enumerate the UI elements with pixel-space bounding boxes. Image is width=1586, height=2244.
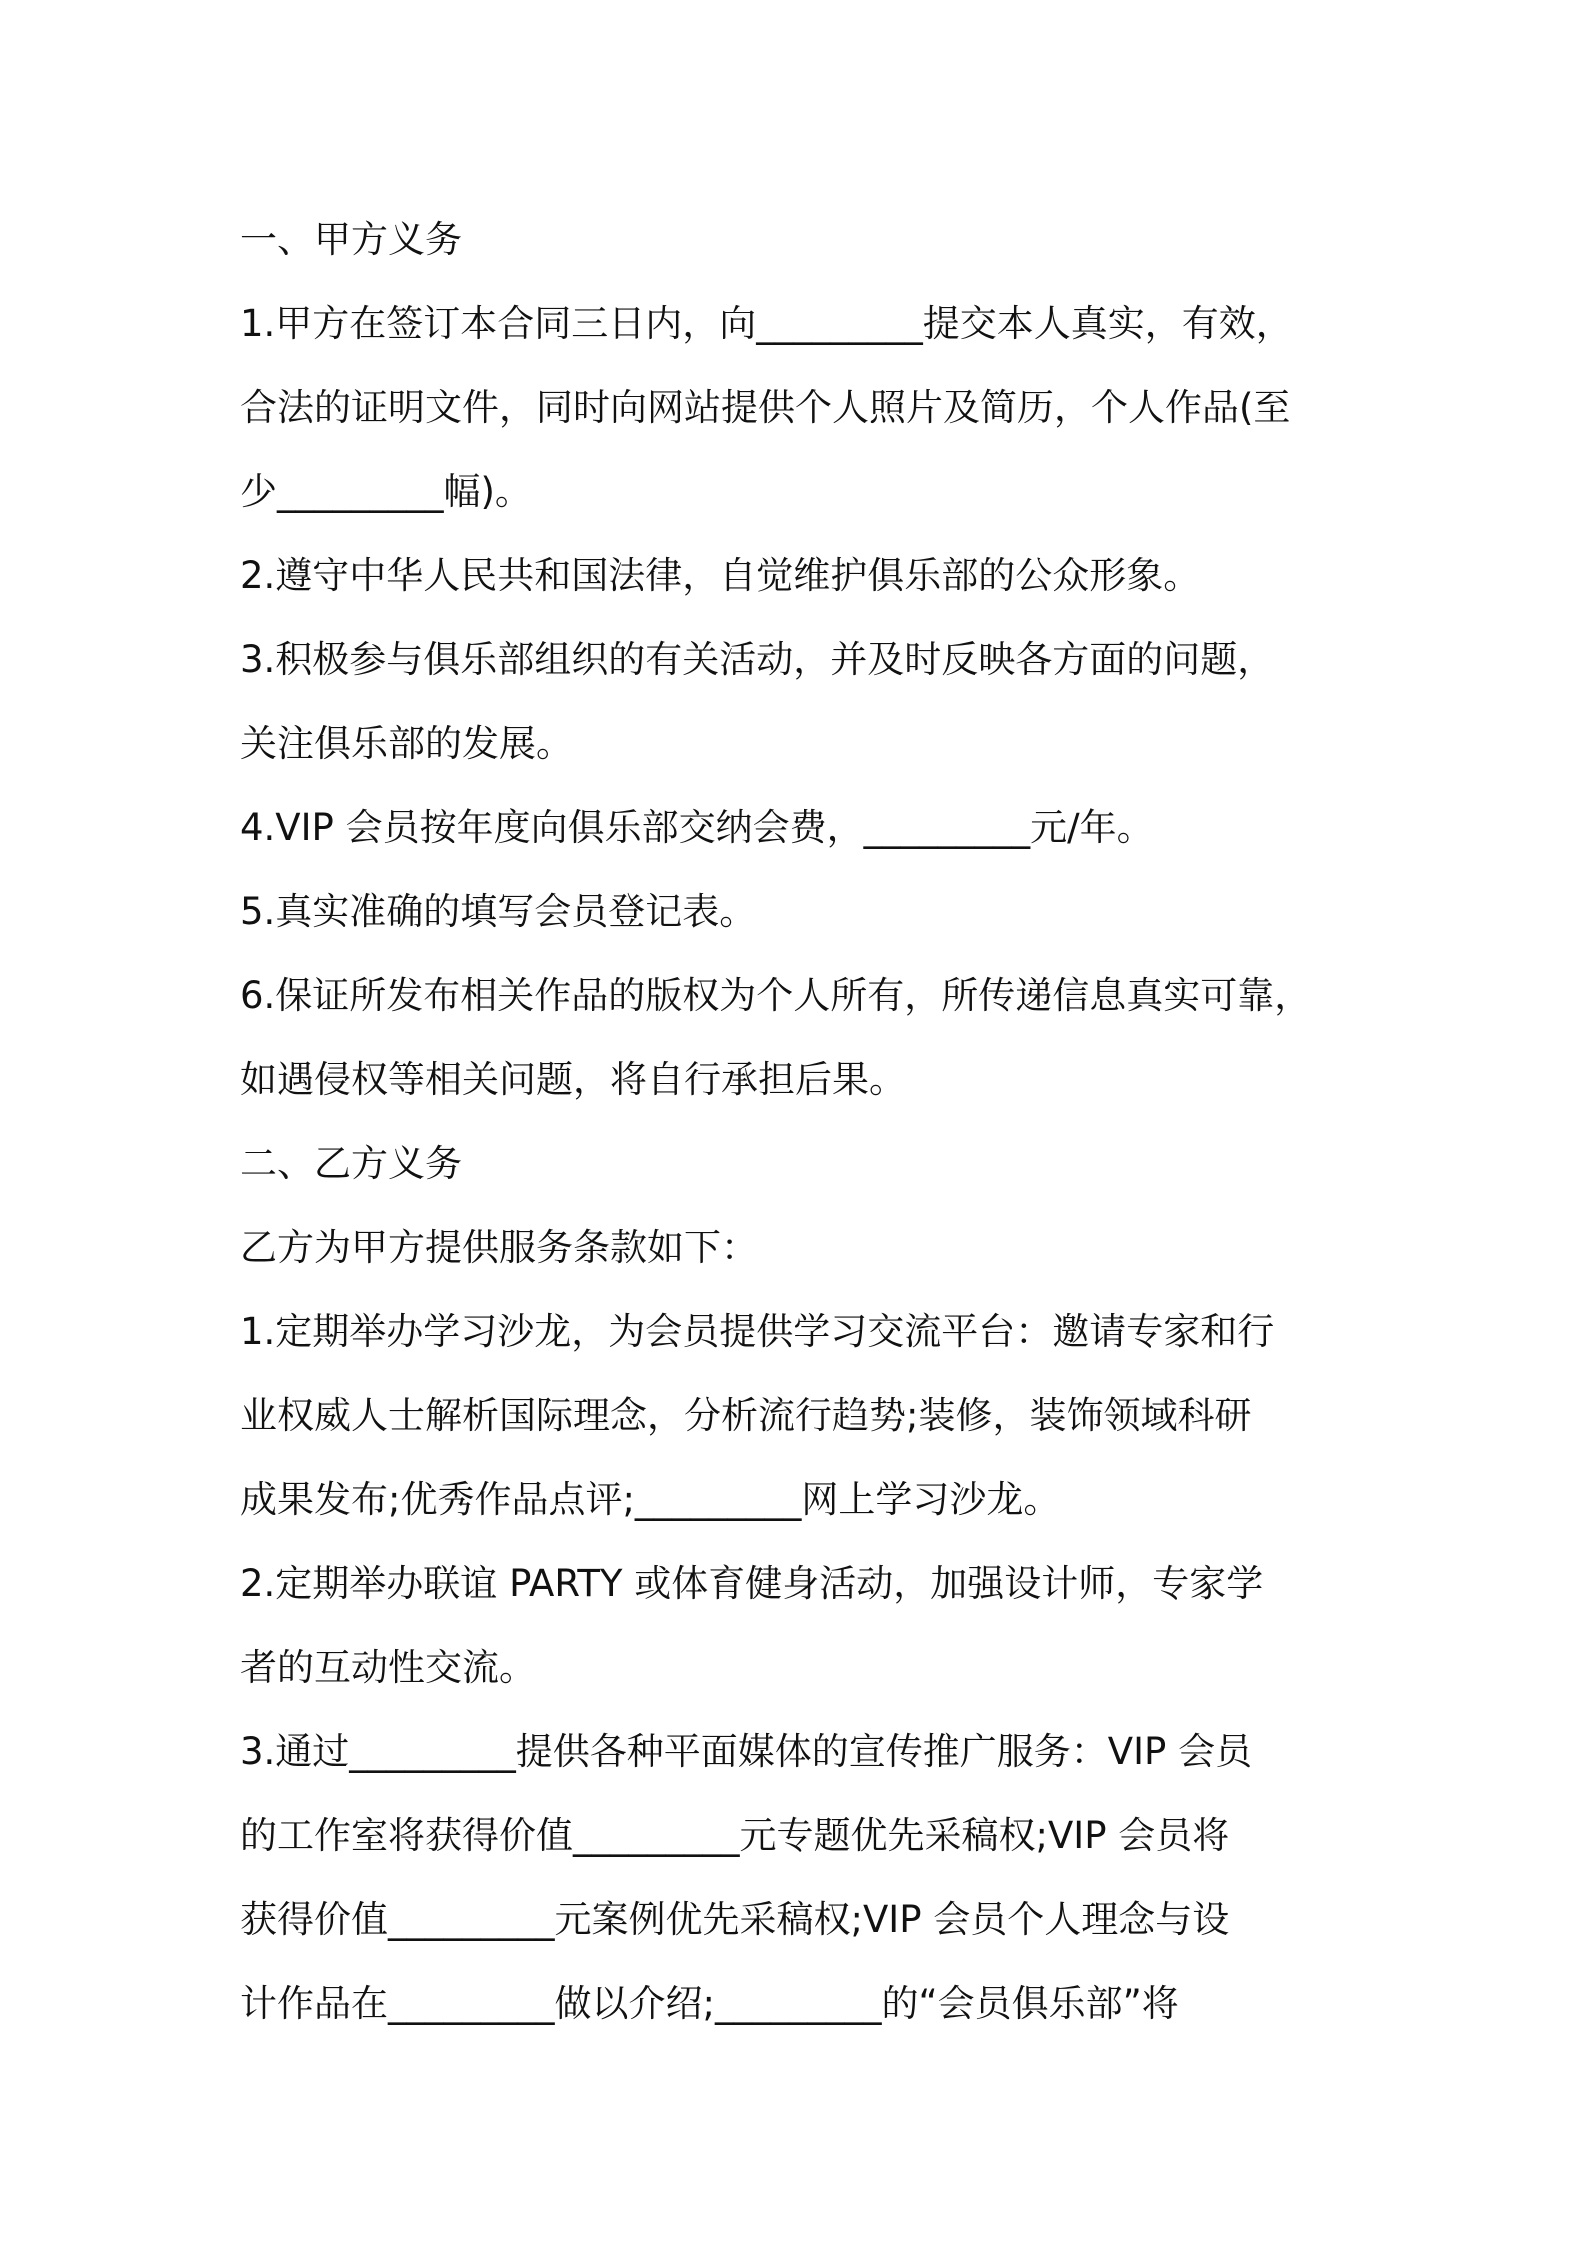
- section-heading-party-a: 一、甲方义务: [240, 218, 462, 261]
- text-line: 5.真实准确的填写会员登记表。: [240, 890, 757, 933]
- text-line: 关注俱乐部的发展。: [240, 722, 573, 765]
- text-line: 4.VIP 会员按年度向俱乐部交纳会费，_________元/年。: [240, 806, 1154, 849]
- document-body: [240, 198, 1370, 2046]
- text-line: 1.甲方在签订本合同三日内，向_________提交本人真实，有效，: [240, 302, 1293, 345]
- section-heading-party-b: 二、乙方义务: [240, 1142, 462, 1185]
- text-line: 少_________幅)。: [240, 470, 532, 513]
- text-line: 乙方为甲方提供服务条款如下：: [240, 1226, 758, 1269]
- text-line: 者的互动性交流。: [240, 1646, 536, 1689]
- text-line: 如遇侵权等相关问题，将自行承担后果。: [240, 1058, 906, 1101]
- text-line: 2.遵守中华人民共和国法律，自觉维护俱乐部的公众形象。: [240, 554, 1201, 597]
- text-line: 业权威人士解析国际理念，分析流行趋势;装修，装饰领域科研: [240, 1394, 1252, 1437]
- text-line: 6.保证所发布相关作品的版权为个人所有，所传递信息真实可靠，: [240, 974, 1312, 1017]
- text-line: 获得价值_________元案例优先采稿权;VIP 会员个人理念与设: [240, 1898, 1230, 1941]
- text-line: 1.定期举办学习沙龙，为会员提供学习交流平台：邀请专家和行: [240, 1310, 1275, 1353]
- text-line: 2.定期举办联谊 PARTY 或体育健身活动，加强设计师，专家学: [240, 1562, 1264, 1605]
- text-line: 成果发布;优秀作品点评;_________网上学习沙龙。: [240, 1478, 1061, 1521]
- text-line: 计作品在_________做以介绍;_________的“会员俱乐部”将: [240, 1982, 1179, 2025]
- text-line: 3.积极参与俱乐部组织的有关活动，并及时反映各方面的问题，: [240, 638, 1275, 681]
- text-line: 3.通过_________提供各种平面媒体的宣传推广服务：VIP 会员: [240, 1730, 1253, 1773]
- text-line: 的工作室将获得价值_________元专题优先采稿权;VIP 会员将: [240, 1814, 1230, 1857]
- text-line: 合法的证明文件，同时向网站提供个人照片及简历，个人作品(至: [240, 386, 1291, 429]
